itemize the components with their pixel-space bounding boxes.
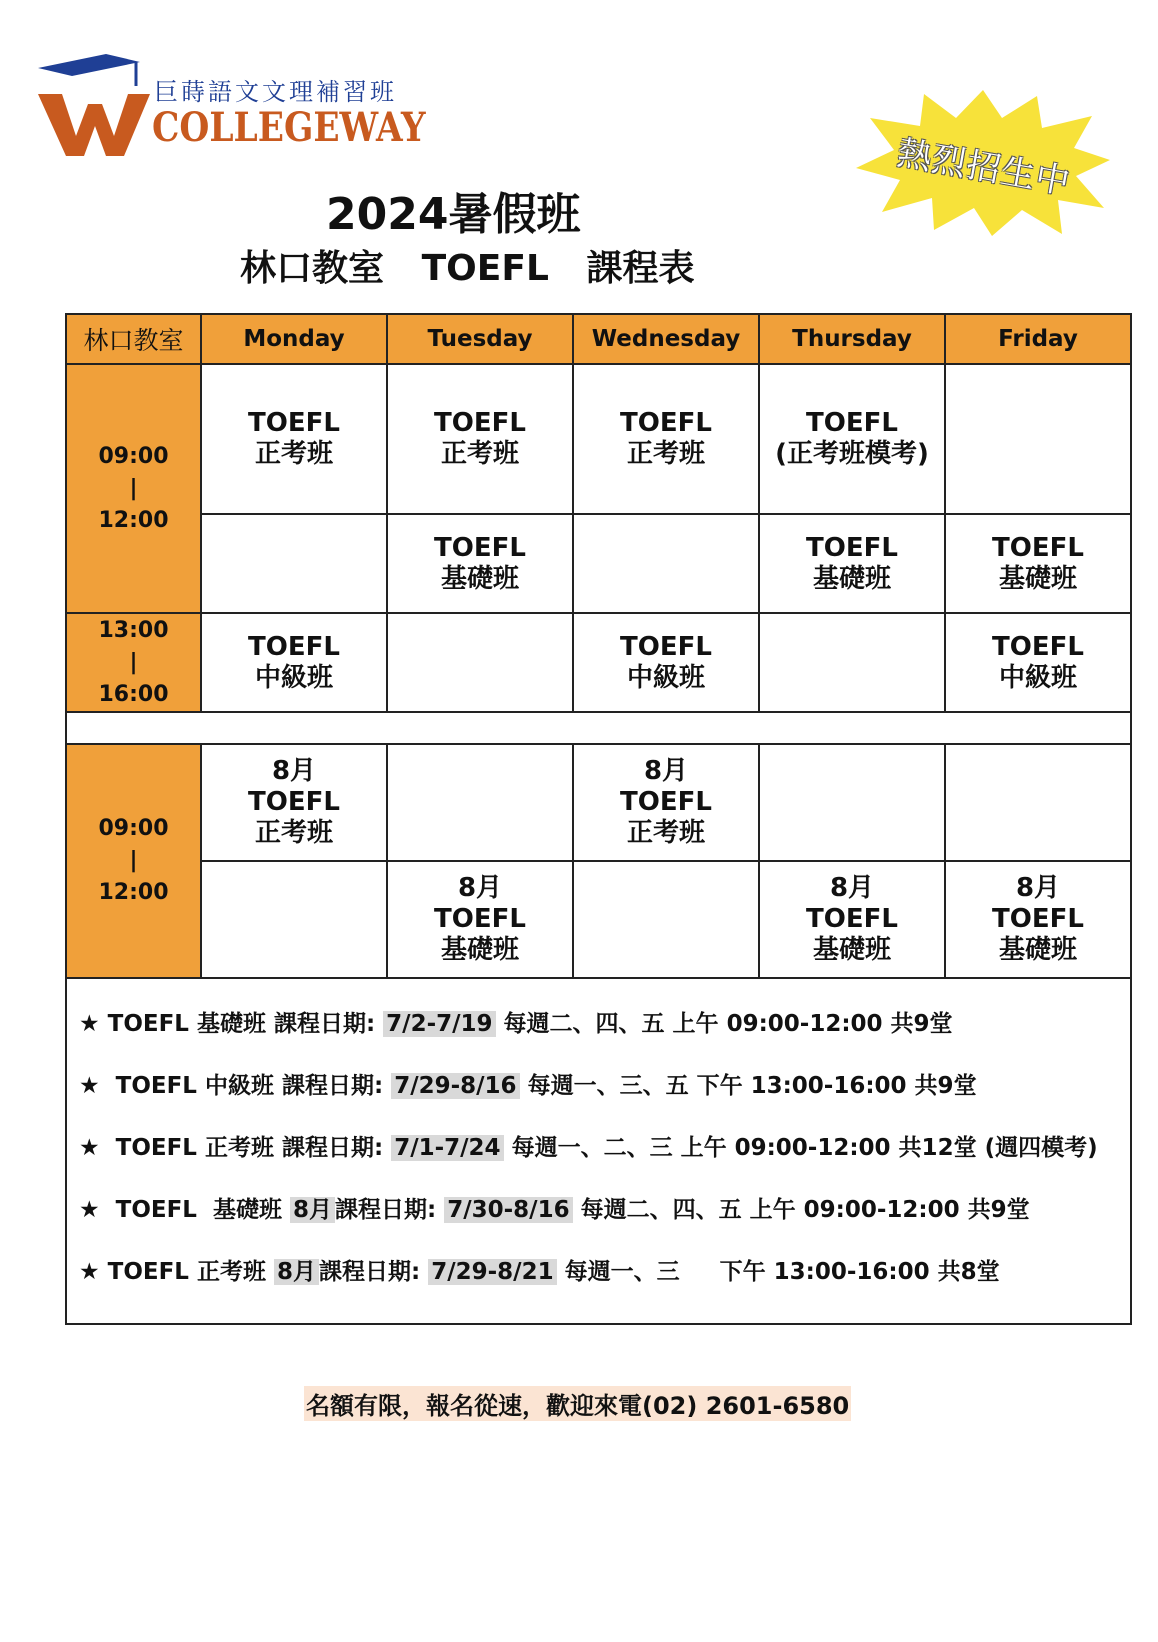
- class-cell: [573, 364, 759, 514]
- class-cell: [201, 364, 387, 514]
- contact-footer: 名額有限，報名從速，歡迎來電(02) 2601-6580: [304, 1386, 851, 1421]
- class-cell-line: TOEFL: [620, 631, 712, 662]
- course-dates: 7/29-8/16: [391, 1073, 519, 1099]
- table-row: [66, 744, 1131, 861]
- logo-chinese-name: 巨蒔語文文理補習班: [154, 78, 397, 106]
- black-star-icon: ★: [79, 1197, 100, 1223]
- class-cell: [945, 861, 1131, 978]
- class-cell-line: TOEFL: [620, 408, 712, 438]
- page-title: 2024暑假班: [326, 189, 581, 240]
- classroom-header: 林口教室: [66, 314, 201, 364]
- day-header-thursday: Thursday: [759, 314, 945, 364]
- day-header-friday: Friday: [945, 314, 1131, 364]
- class-cell: [201, 861, 387, 978]
- class-cell-line: 正考班: [254, 818, 333, 848]
- recruiting-badge: 熱烈招生中: [894, 133, 1074, 203]
- class-cell-line: TOEFL: [806, 532, 898, 563]
- class-cell-line: 正考班: [626, 439, 705, 469]
- logo-english-name: COLLEGEWAY: [152, 104, 426, 151]
- class-cell: [759, 613, 945, 712]
- class-cell: [945, 744, 1131, 861]
- class-cell-line: 8月: [643, 756, 689, 786]
- day-header-monday: Monday: [201, 314, 387, 364]
- class-cell-line: 基礎班: [812, 563, 891, 594]
- table-row: [66, 613, 1131, 712]
- course-dates: 7/29-8/21: [428, 1259, 556, 1285]
- class-cell-line: TOEFL: [992, 532, 1084, 563]
- table-row: [66, 514, 1131, 613]
- class-cell: [387, 613, 573, 712]
- class-cell: [387, 364, 573, 514]
- note-line: ★ TOEFL 中級班 課程日期: 7/29-8/16 每週一、三、五 下午 13:00-16:00 共9堂: [79, 1073, 977, 1099]
- course-notes: [65, 975, 1132, 1325]
- class-cell: [201, 613, 387, 712]
- class-cell-line: 基礎班: [998, 563, 1077, 594]
- class-cell: [387, 744, 573, 861]
- class-cell-line: 基礎班: [440, 935, 519, 965]
- class-cell: [759, 364, 945, 514]
- table-spacer-row: [66, 712, 1131, 744]
- class-cell-line: TOEFL: [434, 408, 526, 438]
- class-cell: [573, 861, 759, 978]
- class-cell: [759, 861, 945, 978]
- day-header-wednesday: Wednesday: [573, 314, 759, 364]
- table-header-row: [66, 314, 1131, 364]
- class-cell-line: 正考班: [626, 818, 705, 848]
- class-cell: [201, 514, 387, 613]
- class-cell-line: TOEFL: [248, 408, 340, 438]
- black-star-icon: ★: [79, 1135, 100, 1161]
- class-cell-line: 中級班: [254, 662, 333, 693]
- class-cell: [573, 514, 759, 613]
- class-cell-line: 8月: [1015, 873, 1061, 903]
- day-header-tuesday: Tuesday: [387, 314, 573, 364]
- class-cell: [387, 861, 573, 978]
- class-cell: [573, 744, 759, 861]
- class-cell-line: TOEFL: [992, 904, 1084, 934]
- class-cell-line: 8月: [457, 873, 503, 903]
- class-cell: [945, 364, 1131, 514]
- class-cell-line: 8月: [829, 873, 875, 903]
- class-cell: [945, 514, 1131, 613]
- class-cell-line: TOEFL: [806, 408, 898, 438]
- class-cell-line: 基礎班: [812, 935, 891, 965]
- class-cell-line: TOEFL: [992, 631, 1084, 662]
- class-cell-line: 中級班: [626, 662, 705, 693]
- time-slot-morning: 09:00 | 12:00: [66, 364, 201, 613]
- class-cell: [573, 613, 759, 712]
- note-line: ★ TOEFL 基礎班 課程日期: 7/2-7/19 每週二、四、五 上午 09:00-12:00 共9堂: [79, 1011, 953, 1037]
- black-star-icon: ★: [79, 1259, 100, 1285]
- table-row: [66, 861, 1131, 978]
- class-cell-line: TOEFL: [248, 631, 340, 662]
- table-row: [66, 364, 1131, 514]
- course-dates: 7/30-8/16: [444, 1197, 572, 1223]
- class-cell-line: 正考班: [440, 439, 519, 469]
- logo: [36, 52, 426, 164]
- class-cell-line: 正考班: [254, 439, 333, 469]
- black-star-icon: ★: [79, 1011, 100, 1037]
- month-tag: 8月: [290, 1197, 335, 1223]
- black-star-icon: ★: [79, 1073, 100, 1099]
- class-cell: [759, 514, 945, 613]
- class-cell-line: TOEFL: [434, 904, 526, 934]
- class-cell: [945, 613, 1131, 712]
- class-cell-line: TOEFL: [806, 904, 898, 934]
- note-line: ★ TOEFL 正考班 課程日期: 7/1-7/24 每週一、二、三 上午 09:00-12:00 共12堂 (週四模考): [79, 1135, 1098, 1161]
- class-cell: [759, 744, 945, 861]
- time-slot-august-morning: 09:00 | 12:00: [66, 744, 201, 978]
- note-line: ★ TOEFL 基礎班 8月 課程日期: 7/30-8/16 每週二、四、五 上午 09:00-12:00 共9堂: [79, 1197, 1030, 1223]
- page-subtitle: 林口教室 TOEFL 課程表: [240, 248, 695, 289]
- course-dates: 7/1-7/24: [391, 1135, 503, 1161]
- class-cell: [387, 514, 573, 613]
- class-cell-line: (正考班模考): [775, 439, 929, 469]
- time-slot-afternoon: 13:00 | 16:00: [66, 613, 201, 712]
- graduation-cap-w-logo-icon: [36, 52, 166, 164]
- note-line: ★ TOEFL 正考班 8月 課程日期: 7/29-8/21 每週一、三 下午 13:00-16:00 共8堂: [79, 1259, 1000, 1285]
- class-cell-line: TOEFL: [620, 787, 712, 817]
- class-cell-line: TOEFL: [248, 787, 340, 817]
- class-cell-line: 基礎班: [998, 935, 1077, 965]
- schedule-table: [65, 313, 1132, 979]
- month-tag: 8月: [274, 1259, 319, 1285]
- class-cell: [201, 744, 387, 861]
- course-dates: 7/2-7/19: [383, 1011, 495, 1037]
- class-cell-line: 中級班: [998, 662, 1077, 693]
- class-cell-line: TOEFL: [434, 532, 526, 563]
- class-cell-line: 8月: [271, 756, 317, 786]
- class-cell-line: 基礎班: [440, 563, 519, 594]
